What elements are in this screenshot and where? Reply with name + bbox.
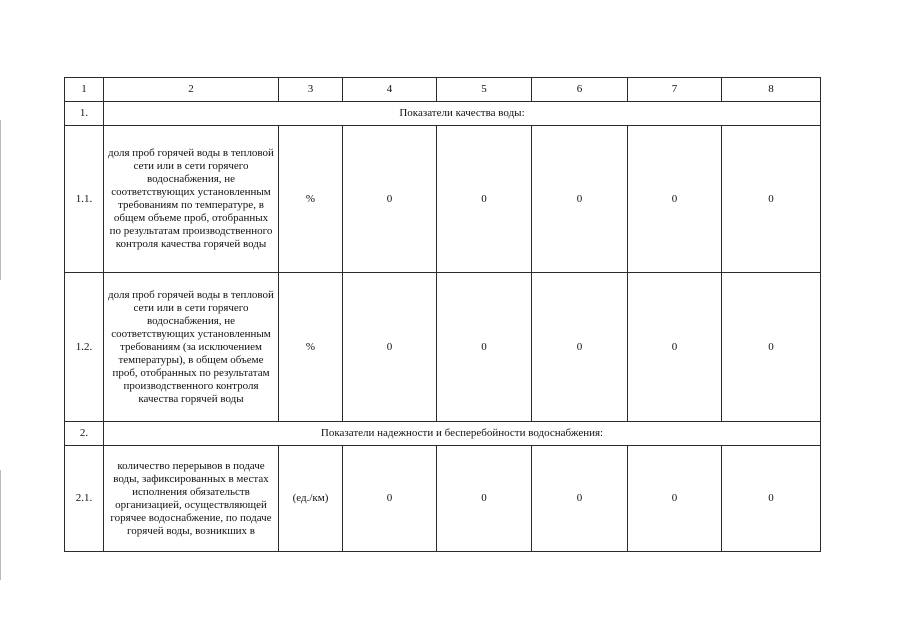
unit-cell: %: [279, 273, 343, 422]
value-cell: 0: [722, 126, 821, 273]
column-header: 2: [104, 78, 279, 102]
value-cell: 0: [437, 126, 532, 273]
indicator-description: количество перерывов в подаче воды, зафиксированных в местах исполнения обязательств организацией, осуществляющей горячее водоснабжение, по подаче горячей воды, возникших в: [104, 446, 279, 552]
value-cell: 0: [532, 273, 628, 422]
value-cell: 0: [532, 126, 628, 273]
column-header: 8: [722, 78, 821, 102]
section-title: Показатели надежности и бесперебойности водоснабжения:: [104, 422, 821, 446]
row-number: 2.1.: [65, 446, 104, 552]
section-number: 2.: [65, 422, 104, 446]
column-header: 4: [343, 78, 437, 102]
section-row-water-quality: [65, 102, 821, 126]
value-cell: 0: [343, 273, 437, 422]
column-header: 3: [279, 78, 343, 102]
value-cell: 0: [628, 126, 722, 273]
table-row: [65, 446, 821, 552]
unit-cell: %: [279, 126, 343, 273]
column-header: 6: [532, 78, 628, 102]
column-header: 7: [628, 78, 722, 102]
row-number: 1.2.: [65, 273, 104, 422]
indicator-description: доля проб горячей воды в тепловой сети или в сети горячего водоснабжения, не соответствующих установленным требованиям по температуре, в общем объеме проб, отобранных по результатам производственного контроля качества горячей воды: [104, 126, 279, 273]
value-cell: 0: [722, 273, 821, 422]
section-title: Показатели качества воды:: [104, 102, 821, 126]
scan-edge-mark: [0, 470, 1, 580]
value-cell: 0: [437, 273, 532, 422]
section-number: 1.: [65, 102, 104, 126]
value-cell: 0: [343, 446, 437, 552]
unit-cell: (ед./км): [279, 446, 343, 552]
section-row-reliability: [65, 422, 821, 446]
table-row: [65, 126, 821, 273]
table-row: [65, 273, 821, 422]
row-number: 1.1.: [65, 126, 104, 273]
indicator-table: [64, 77, 821, 552]
value-cell: 0: [343, 126, 437, 273]
column-header: 1: [65, 78, 104, 102]
table-header-row: [65, 78, 821, 102]
scan-edge-mark: [0, 120, 1, 280]
column-header: 5: [437, 78, 532, 102]
indicator-description: доля проб горячей воды в тепловой сети или в сети горячего водоснабжения, не соответствующих установленным требованиям (за исключением температуры), в общем объеме проб, отобранных по результатам производственного контроля качества горячей воды: [104, 273, 279, 422]
value-cell: 0: [437, 446, 532, 552]
value-cell: 0: [722, 446, 821, 552]
value-cell: 0: [628, 273, 722, 422]
value-cell: 0: [628, 446, 722, 552]
value-cell: 0: [532, 446, 628, 552]
